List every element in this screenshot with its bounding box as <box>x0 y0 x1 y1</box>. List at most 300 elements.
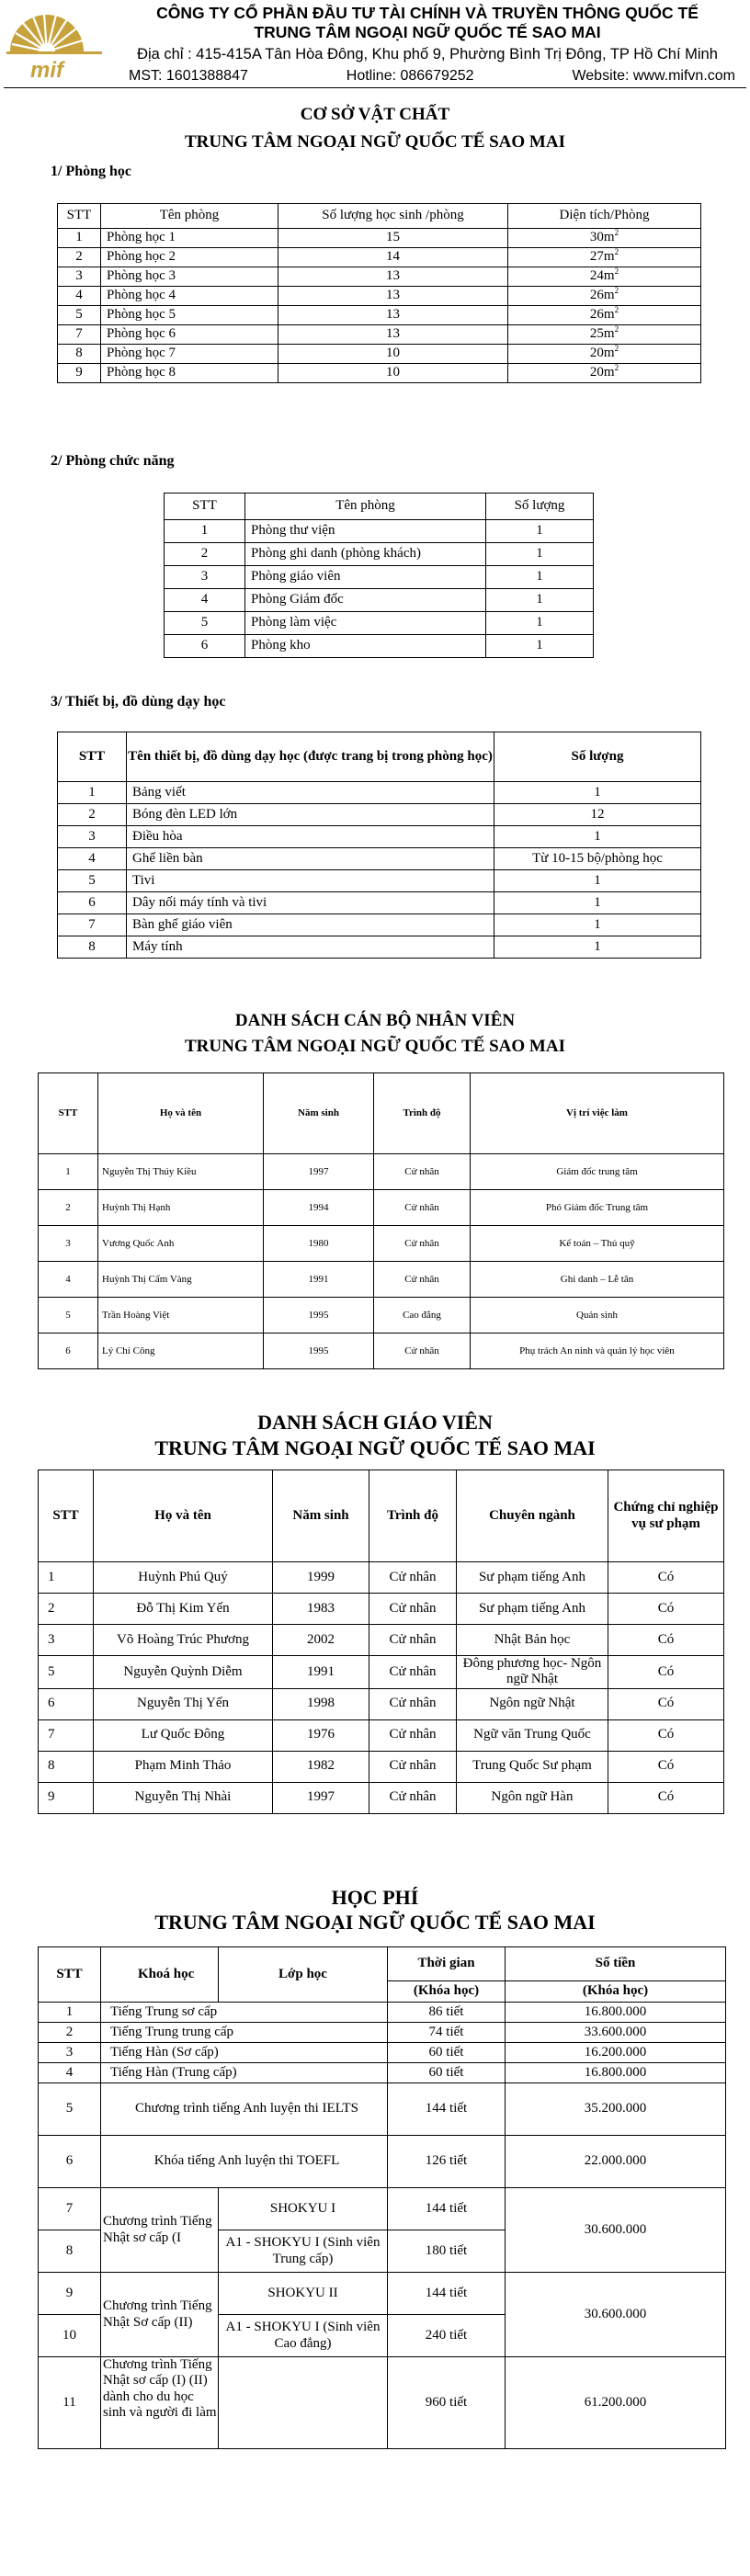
table-cell: 86 tiết <box>388 2003 506 2023</box>
col-header: Diện tích/Phòng <box>508 204 701 229</box>
table-cell: Phòng học 6 <box>101 325 278 345</box>
table-cell: 1 <box>39 1562 94 1594</box>
table-cell: Cử nhân <box>369 1782 457 1813</box>
area-value: 24m <box>589 268 615 284</box>
table-cell: 2002 <box>273 1625 369 1656</box>
table-row <box>39 2136 726 2188</box>
table-cell: Sư phạm tiếng Anh <box>457 1594 608 1625</box>
area-cell <box>508 248 701 267</box>
table-cell: 1980 <box>264 1226 374 1262</box>
classrooms-table <box>57 203 701 383</box>
table-cell: Máy tính <box>127 936 494 959</box>
table-cell: Chương trình Tiếng Nhật Sơ cấp (II) <box>101 2273 219 2357</box>
col-header: Tên phòng <box>101 204 278 229</box>
classrooms-heading: 1/ Phòng học <box>51 164 132 179</box>
table-row <box>58 936 701 959</box>
table-cell: 5 <box>58 870 127 892</box>
table-cell: Quản sinh <box>471 1298 724 1333</box>
table-cell: A1 - SHOKYU I (Sinh viên Trung cấp) <box>219 2230 388 2273</box>
table-cell: Có <box>608 1782 724 1813</box>
area-value: 20m <box>589 365 615 380</box>
col-header: STT <box>39 1947 101 2003</box>
area-value: 26m <box>589 307 615 323</box>
table-cell: Chương trình Tiếng Nhật sơ cấp (I) (II) dành cho du học sinh và người đi làm <box>101 2357 219 2449</box>
table-cell: Phạm Minh Thảo <box>94 1751 273 1782</box>
table-cell: Cao đẳng <box>374 1298 471 1333</box>
area-cell <box>508 306 701 325</box>
table-cell: 1 <box>165 520 245 543</box>
col-header: STT <box>39 1470 94 1562</box>
table-row <box>39 1298 724 1333</box>
table-cell: 10 <box>278 364 508 383</box>
table-row <box>58 267 701 287</box>
table-cell: Nhật Bản học <box>457 1625 608 1656</box>
table-cell: Có <box>608 1594 724 1625</box>
logo-text: mif <box>30 58 63 83</box>
table-cell: Cử nhân <box>374 1154 471 1190</box>
table-row <box>39 1656 724 1689</box>
table-cell: 16.800.000 <box>506 2003 726 2023</box>
area-exponent: 2 <box>614 247 619 257</box>
fees-table <box>38 1946 726 2449</box>
table-cell: 11 <box>39 2357 101 2449</box>
table-cell: Phòng học 8 <box>101 364 278 383</box>
table-cell: 1 <box>39 2003 101 2023</box>
table-cell: 7 <box>39 2188 101 2230</box>
table-cell: Sư phạm tiếng Anh <box>457 1562 608 1594</box>
table-cell: Ngôn ngữ Nhật <box>457 1688 608 1719</box>
table-cell: Cử nhân <box>369 1751 457 1782</box>
table-row <box>165 566 594 589</box>
col-header: Trình độ <box>374 1073 471 1154</box>
table-cell: 9 <box>58 364 101 383</box>
table-cell: 1 <box>486 612 594 635</box>
fees-subtitle: TRUNG TÂM NGOẠI NGỮ QUỐC TẾ SAO MAI <box>154 1911 596 1934</box>
table-cell: Cử nhân <box>369 1625 457 1656</box>
table-cell: A1 - SHOKYU I (Sinh viên Cao đẳng) <box>219 2315 388 2357</box>
table-cell: 1994 <box>264 1190 374 1226</box>
table-cell: Nguyễn Thị Thúy Kiều <box>98 1154 264 1190</box>
table-cell: 4 <box>58 287 101 306</box>
table-row <box>39 2023 726 2043</box>
table-cell: 6 <box>39 1688 94 1719</box>
col-header: Tên phòng <box>245 494 486 520</box>
area-cell <box>508 267 701 287</box>
table-row <box>58 306 701 325</box>
table-cell: 16.800.000 <box>506 2063 726 2083</box>
table-cell: Cử nhân <box>369 1562 457 1594</box>
table-cell: Phòng học 4 <box>101 287 278 306</box>
function-rooms-heading: 2/ Phòng chức năng <box>51 453 175 469</box>
table-row <box>58 364 701 383</box>
table-cell: Cử nhân <box>374 1190 471 1226</box>
header-divider <box>4 87 746 88</box>
table-cell: Đông phương học- Ngôn ngữ Nhật <box>457 1656 608 1689</box>
table-row <box>58 848 701 870</box>
table-cell: 2 <box>165 543 245 566</box>
area-cell <box>508 287 701 306</box>
table-cell: Huỳnh Thị Hạnh <box>98 1190 264 1226</box>
function-rooms-table <box>164 493 594 658</box>
table-cell: 1999 <box>273 1562 369 1594</box>
table-row <box>39 1562 724 1594</box>
table-cell: 1 <box>58 229 101 248</box>
tax-code: MST: 1601388847 <box>129 68 248 84</box>
table-cell: Cử nhân <box>374 1333 471 1369</box>
col-header: STT <box>58 732 127 782</box>
table-row <box>165 543 594 566</box>
address: Địa chỉ : 415-415A Tân Hòa Đông, Khu phố 9, Phường Bình Trị Đông, TP Hồ Chí Minh <box>137 46 718 62</box>
table-cell: 240 tiết <box>388 2315 506 2357</box>
table-cell: Có <box>608 1625 724 1656</box>
table-cell: 4 <box>58 848 127 870</box>
table-cell: 4 <box>165 589 245 612</box>
table-cell: 1997 <box>273 1782 369 1813</box>
area-cell <box>508 325 701 345</box>
table-cell: 7 <box>39 1719 94 1751</box>
table-cell: Có <box>608 1688 724 1719</box>
col-header: Năm sinh <box>264 1073 374 1154</box>
hotline: Hotline: 086679252 <box>346 68 474 84</box>
table-cell: Dây nối máy tính và tivi <box>127 892 494 914</box>
table-cell: Ghi danh – Lễ tân <box>471 1262 724 1298</box>
table-cell: 13 <box>278 306 508 325</box>
table-row <box>39 1226 724 1262</box>
table-cell: 3 <box>39 1625 94 1656</box>
table-cell: Tiếng Trung trung cấp <box>101 2023 388 2043</box>
col-header: Năm sinh <box>273 1470 369 1562</box>
table-row <box>39 1782 724 1813</box>
table-cell: Tiếng Trung sơ cấp <box>101 2003 388 2023</box>
table-row <box>39 2063 726 2083</box>
mif-logo <box>3 6 106 83</box>
facilities-title: CƠ SỞ VẬT CHẤT <box>300 105 450 124</box>
table-cell: 7 <box>58 914 127 936</box>
table-row <box>39 2003 726 2023</box>
table-cell: 1 <box>494 914 701 936</box>
table-cell: 1 <box>39 1154 98 1190</box>
col-header: STT <box>58 204 101 229</box>
col-header: Khoá học <box>101 1947 219 2003</box>
table-cell: 1 <box>486 566 594 589</box>
table-cell: Ngữ văn Trung Quốc <box>457 1719 608 1751</box>
table-cell: Vương Quốc Anh <box>98 1226 264 1262</box>
table-cell: 1976 <box>273 1719 369 1751</box>
table-cell: 60 tiết <box>388 2063 506 2083</box>
area-cell <box>508 229 701 248</box>
table-cell: Phó Giám đốc Trung tâm <box>471 1190 724 1226</box>
table-cell: Võ Hoàng Trúc Phương <box>94 1625 273 1656</box>
table-cell: Ngôn ngữ Hàn <box>457 1782 608 1813</box>
col-header: Vị trí việc làm <box>471 1073 724 1154</box>
table-cell: 4 <box>39 1262 98 1298</box>
col-subheader: (Khóa học) <box>388 1981 506 2003</box>
area-exponent: 2 <box>614 267 619 277</box>
table-row <box>58 804 701 826</box>
table-row <box>39 2043 726 2063</box>
table-cell: Chương trình Tiếng Nhật sơ cấp (I <box>101 2188 219 2273</box>
table-row <box>39 2083 726 2136</box>
table-cell: 144 tiết <box>388 2188 506 2230</box>
col-header: STT <box>165 494 245 520</box>
table-cell: Kế toán – Thủ quỹ <box>471 1226 724 1262</box>
table-cell: 144 tiết <box>388 2083 506 2136</box>
table-cell: 12 <box>494 804 701 826</box>
table-cell: 8 <box>39 1751 94 1782</box>
area-value: 27m <box>589 249 615 265</box>
staff-table <box>38 1072 724 1369</box>
table-row <box>58 782 701 804</box>
col-header: Họ và tên <box>98 1073 264 1154</box>
table-cell: 7 <box>58 325 101 345</box>
table-cell: Phụ trách An ninh và quản lý học viên <box>471 1333 724 1369</box>
table-row <box>58 345 701 364</box>
table-row <box>39 1333 724 1369</box>
table-row <box>165 635 594 658</box>
table-cell: Chương trình tiếng Anh luyện thi IELTS <box>101 2083 388 2136</box>
table-cell: 60 tiết <box>388 2043 506 2063</box>
table-cell: 2 <box>58 804 127 826</box>
table-cell: 1982 <box>273 1751 369 1782</box>
table-row <box>58 892 701 914</box>
teachers-title: DANH SÁCH GIÁO VIÊN <box>257 1411 493 1434</box>
table-cell: 180 tiết <box>388 2230 506 2273</box>
table-row <box>39 2273 726 2315</box>
table-cell: Tivi <box>127 870 494 892</box>
table-cell: Nguyễn Thị Yến <box>94 1688 273 1719</box>
area-value: 26m <box>589 288 615 303</box>
table-cell: 30.600.000 <box>506 2273 726 2357</box>
table-row <box>58 826 701 848</box>
table-cell: SHOKYU I <box>219 2188 388 2230</box>
table-cell: Phòng học 2 <box>101 248 278 267</box>
website-link[interactable]: Website: www.mifvn.com <box>572 68 735 84</box>
table-cell: 74 tiết <box>388 2023 506 2043</box>
table-cell: 9 <box>39 1782 94 1813</box>
area-exponent: 2 <box>614 228 619 238</box>
table-row <box>58 248 701 267</box>
table-cell: SHOKYU II <box>219 2273 388 2315</box>
table-cell: 1991 <box>264 1262 374 1298</box>
table-cell: 1991 <box>273 1656 369 1689</box>
table-cell: 2 <box>58 248 101 267</box>
table-cell: 126 tiết <box>388 2136 506 2188</box>
area-cell <box>508 364 701 383</box>
table-row <box>39 1190 724 1226</box>
company-name: CÔNG TY CỔ PHẦN ĐẦU TƯ TÀI CHÍNH VÀ TRUYỀN THÔNG QUỐC TẾ <box>156 4 699 22</box>
table-cell: Nguyễn Quỳnh Diễm <box>94 1656 273 1689</box>
col-header: Tên thiết bị, đồ dùng dạy học (được trang bị trong phòng học) <box>127 732 494 782</box>
table-cell: Lư Quốc Đông <box>94 1719 273 1751</box>
table-cell: Huỳnh Thị Cẩm Vàng <box>98 1262 264 1298</box>
table-cell: 8 <box>39 2230 101 2273</box>
table-cell: 1 <box>486 635 594 658</box>
area-cell <box>508 345 701 364</box>
table-cell: 1 <box>58 782 127 804</box>
table-cell: 22.000.000 <box>506 2136 726 2188</box>
teachers-subtitle: TRUNG TÂM NGOẠI NGỮ QUỐC TẾ SAO MAI <box>154 1436 596 1459</box>
table-cell: 5 <box>39 2083 101 2136</box>
area-exponent: 2 <box>614 363 619 373</box>
table-cell: Cử nhân <box>374 1262 471 1298</box>
col-header: Lớp học <box>219 1947 388 2003</box>
table-row <box>39 1719 724 1751</box>
center-name: TRUNG TÂM NGOẠI NGỮ QUỐC TẾ SAO MAI <box>254 23 601 41</box>
table-cell: 1983 <box>273 1594 369 1625</box>
col-subheader: (Khóa học) <box>506 1981 726 2003</box>
table-row <box>58 325 701 345</box>
table-cell: Ghế liền bàn <box>127 848 494 870</box>
col-header: Trình độ <box>369 1470 457 1562</box>
table-cell: 1998 <box>273 1688 369 1719</box>
table-cell: 61.200.000 <box>506 2357 726 2449</box>
table-row <box>39 1154 724 1190</box>
table-cell: 16.200.000 <box>506 2043 726 2063</box>
table-cell: 1995 <box>264 1298 374 1333</box>
table-cell: 1 <box>486 520 594 543</box>
col-header: Họ và tên <box>94 1470 273 1562</box>
equipment-table <box>57 732 701 959</box>
table-cell: 10 <box>39 2315 101 2357</box>
table-cell: Trung Quốc Sư phạm <box>457 1751 608 1782</box>
table-cell: 1 <box>494 892 701 914</box>
table-cell: Điều hòa <box>127 826 494 848</box>
table-cell: 35.200.000 <box>506 2083 726 2136</box>
table-cell: 2 <box>39 2023 101 2043</box>
table-cell: Khóa tiếng Anh luyện thi TOEFL <box>101 2136 388 2188</box>
table-cell: 9 <box>39 2273 101 2315</box>
table-cell: Tiếng Hàn (Trung cấp) <box>101 2063 388 2083</box>
col-header: Chứng chỉ nghiệp vụ sư phạm <box>608 1470 724 1562</box>
table-row <box>39 1594 724 1625</box>
table-row <box>39 1262 724 1298</box>
table-cell: Phòng thư viện <box>245 520 486 543</box>
table-cell: 3 <box>58 267 101 287</box>
area-value: 20m <box>589 346 615 361</box>
col-header: Chuyên ngành <box>457 1470 608 1562</box>
table-cell: 3 <box>39 1226 98 1262</box>
table-cell: Cử nhân <box>369 1719 457 1751</box>
table-row <box>165 589 594 612</box>
table-cell: Cử nhân <box>369 1594 457 1625</box>
table-cell: Có <box>608 1562 724 1594</box>
table-cell: Cử nhân <box>369 1656 457 1689</box>
table-row <box>39 1688 724 1719</box>
staff-title: DANH SÁCH CÁN BỘ NHÂN VIÊN <box>234 1011 516 1030</box>
table-cell: 3 <box>58 826 127 848</box>
table-cell: Có <box>608 1656 724 1689</box>
fees-title: HỌC PHÍ <box>331 1886 419 1909</box>
table-cell: 2 <box>39 1594 94 1625</box>
table-cell: Phòng học 7 <box>101 345 278 364</box>
table-cell: Trần Hoàng Việt <box>98 1298 264 1333</box>
table-cell: Phòng kho <box>245 635 486 658</box>
table-row <box>165 612 594 635</box>
table-row <box>58 287 701 306</box>
table-cell: 1997 <box>264 1154 374 1190</box>
table-row <box>58 914 701 936</box>
table-cell: 4 <box>39 2063 101 2083</box>
table-cell: 1995 <box>264 1333 374 1369</box>
contact-line <box>129 68 735 85</box>
table-cell: 960 tiết <box>388 2357 506 2449</box>
table-cell: Phòng giáo viên <box>245 566 486 589</box>
table-cell: 6 <box>58 892 127 914</box>
table-cell: Tiếng Hàn (Sơ cấp) <box>101 2043 388 2063</box>
area-value: 30m <box>589 230 615 245</box>
table-cell: Bàn ghế giáo viên <box>127 914 494 936</box>
facilities-subtitle: TRUNG TÂM NGOẠI NGỮ QUỐC TẾ SAO MAI <box>185 132 565 152</box>
col-header: Số tiền <box>506 1947 726 1981</box>
table-row <box>39 1625 724 1656</box>
table-cell: 1 <box>494 826 701 848</box>
table-cell: Phòng học 3 <box>101 267 278 287</box>
table-cell: 1 <box>486 543 594 566</box>
table-cell: 5 <box>165 612 245 635</box>
table-cell: 13 <box>278 325 508 345</box>
area-exponent: 2 <box>614 324 619 335</box>
table-cell: Nguyễn Thị Nhài <box>94 1782 273 1813</box>
col-header: Số lượng <box>486 494 594 520</box>
table-cell: Bảng viết <box>127 782 494 804</box>
table-cell: 6 <box>39 1333 98 1369</box>
table-cell: 14 <box>278 248 508 267</box>
area-exponent: 2 <box>614 286 619 296</box>
table-cell: Bóng đèn LED lớn <box>127 804 494 826</box>
col-header: Thời gian <box>388 1947 506 1981</box>
table-cell: Phòng Giám đốc <box>245 589 486 612</box>
table-row <box>165 520 594 543</box>
table-cell: Có <box>608 1751 724 1782</box>
table-row <box>58 870 701 892</box>
table-cell: Cử nhân <box>369 1688 457 1719</box>
table-cell: 13 <box>278 267 508 287</box>
table-cell: Có <box>608 1719 724 1751</box>
table-cell: 144 tiết <box>388 2273 506 2315</box>
staff-subtitle: TRUNG TÂM NGOẠI NGỮ QUỐC TẾ SAO MAI <box>185 1037 565 1056</box>
col-header: Số lượng <box>494 732 701 782</box>
col-header: Số lượng học sinh /phòng <box>278 204 508 229</box>
table-cell: Giám đốc trung tâm <box>471 1154 724 1190</box>
table-cell: 1 <box>494 870 701 892</box>
table-cell: 10 <box>278 345 508 364</box>
table-cell: Phòng học 5 <box>101 306 278 325</box>
table-cell: 15 <box>278 229 508 248</box>
area-value: 25m <box>589 326 615 342</box>
table-cell: 8 <box>58 936 127 959</box>
area-exponent: 2 <box>614 344 619 354</box>
table-cell: Lý Chí Công <box>98 1333 264 1369</box>
table-cell: 6 <box>39 2136 101 2188</box>
table-cell: Cử nhân <box>374 1226 471 1262</box>
table-row <box>58 229 701 248</box>
table-cell: 3 <box>39 2043 101 2063</box>
table-cell: 6 <box>165 635 245 658</box>
col-header: STT <box>39 1073 98 1154</box>
table-row <box>39 2188 726 2230</box>
table-cell: 1 <box>494 936 701 959</box>
table-cell: Phòng học 1 <box>101 229 278 248</box>
table-cell: 1 <box>494 782 701 804</box>
table-cell: Từ 10-15 bộ/phòng học <box>494 848 701 870</box>
table-cell: 5 <box>58 306 101 325</box>
table-cell: Phòng làm việc <box>245 612 486 635</box>
table-cell: 5 <box>39 1298 98 1333</box>
table-row <box>39 2357 726 2449</box>
table-cell: 30.600.000 <box>506 2188 726 2273</box>
table-row <box>39 1751 724 1782</box>
table-cell: 1 <box>486 589 594 612</box>
